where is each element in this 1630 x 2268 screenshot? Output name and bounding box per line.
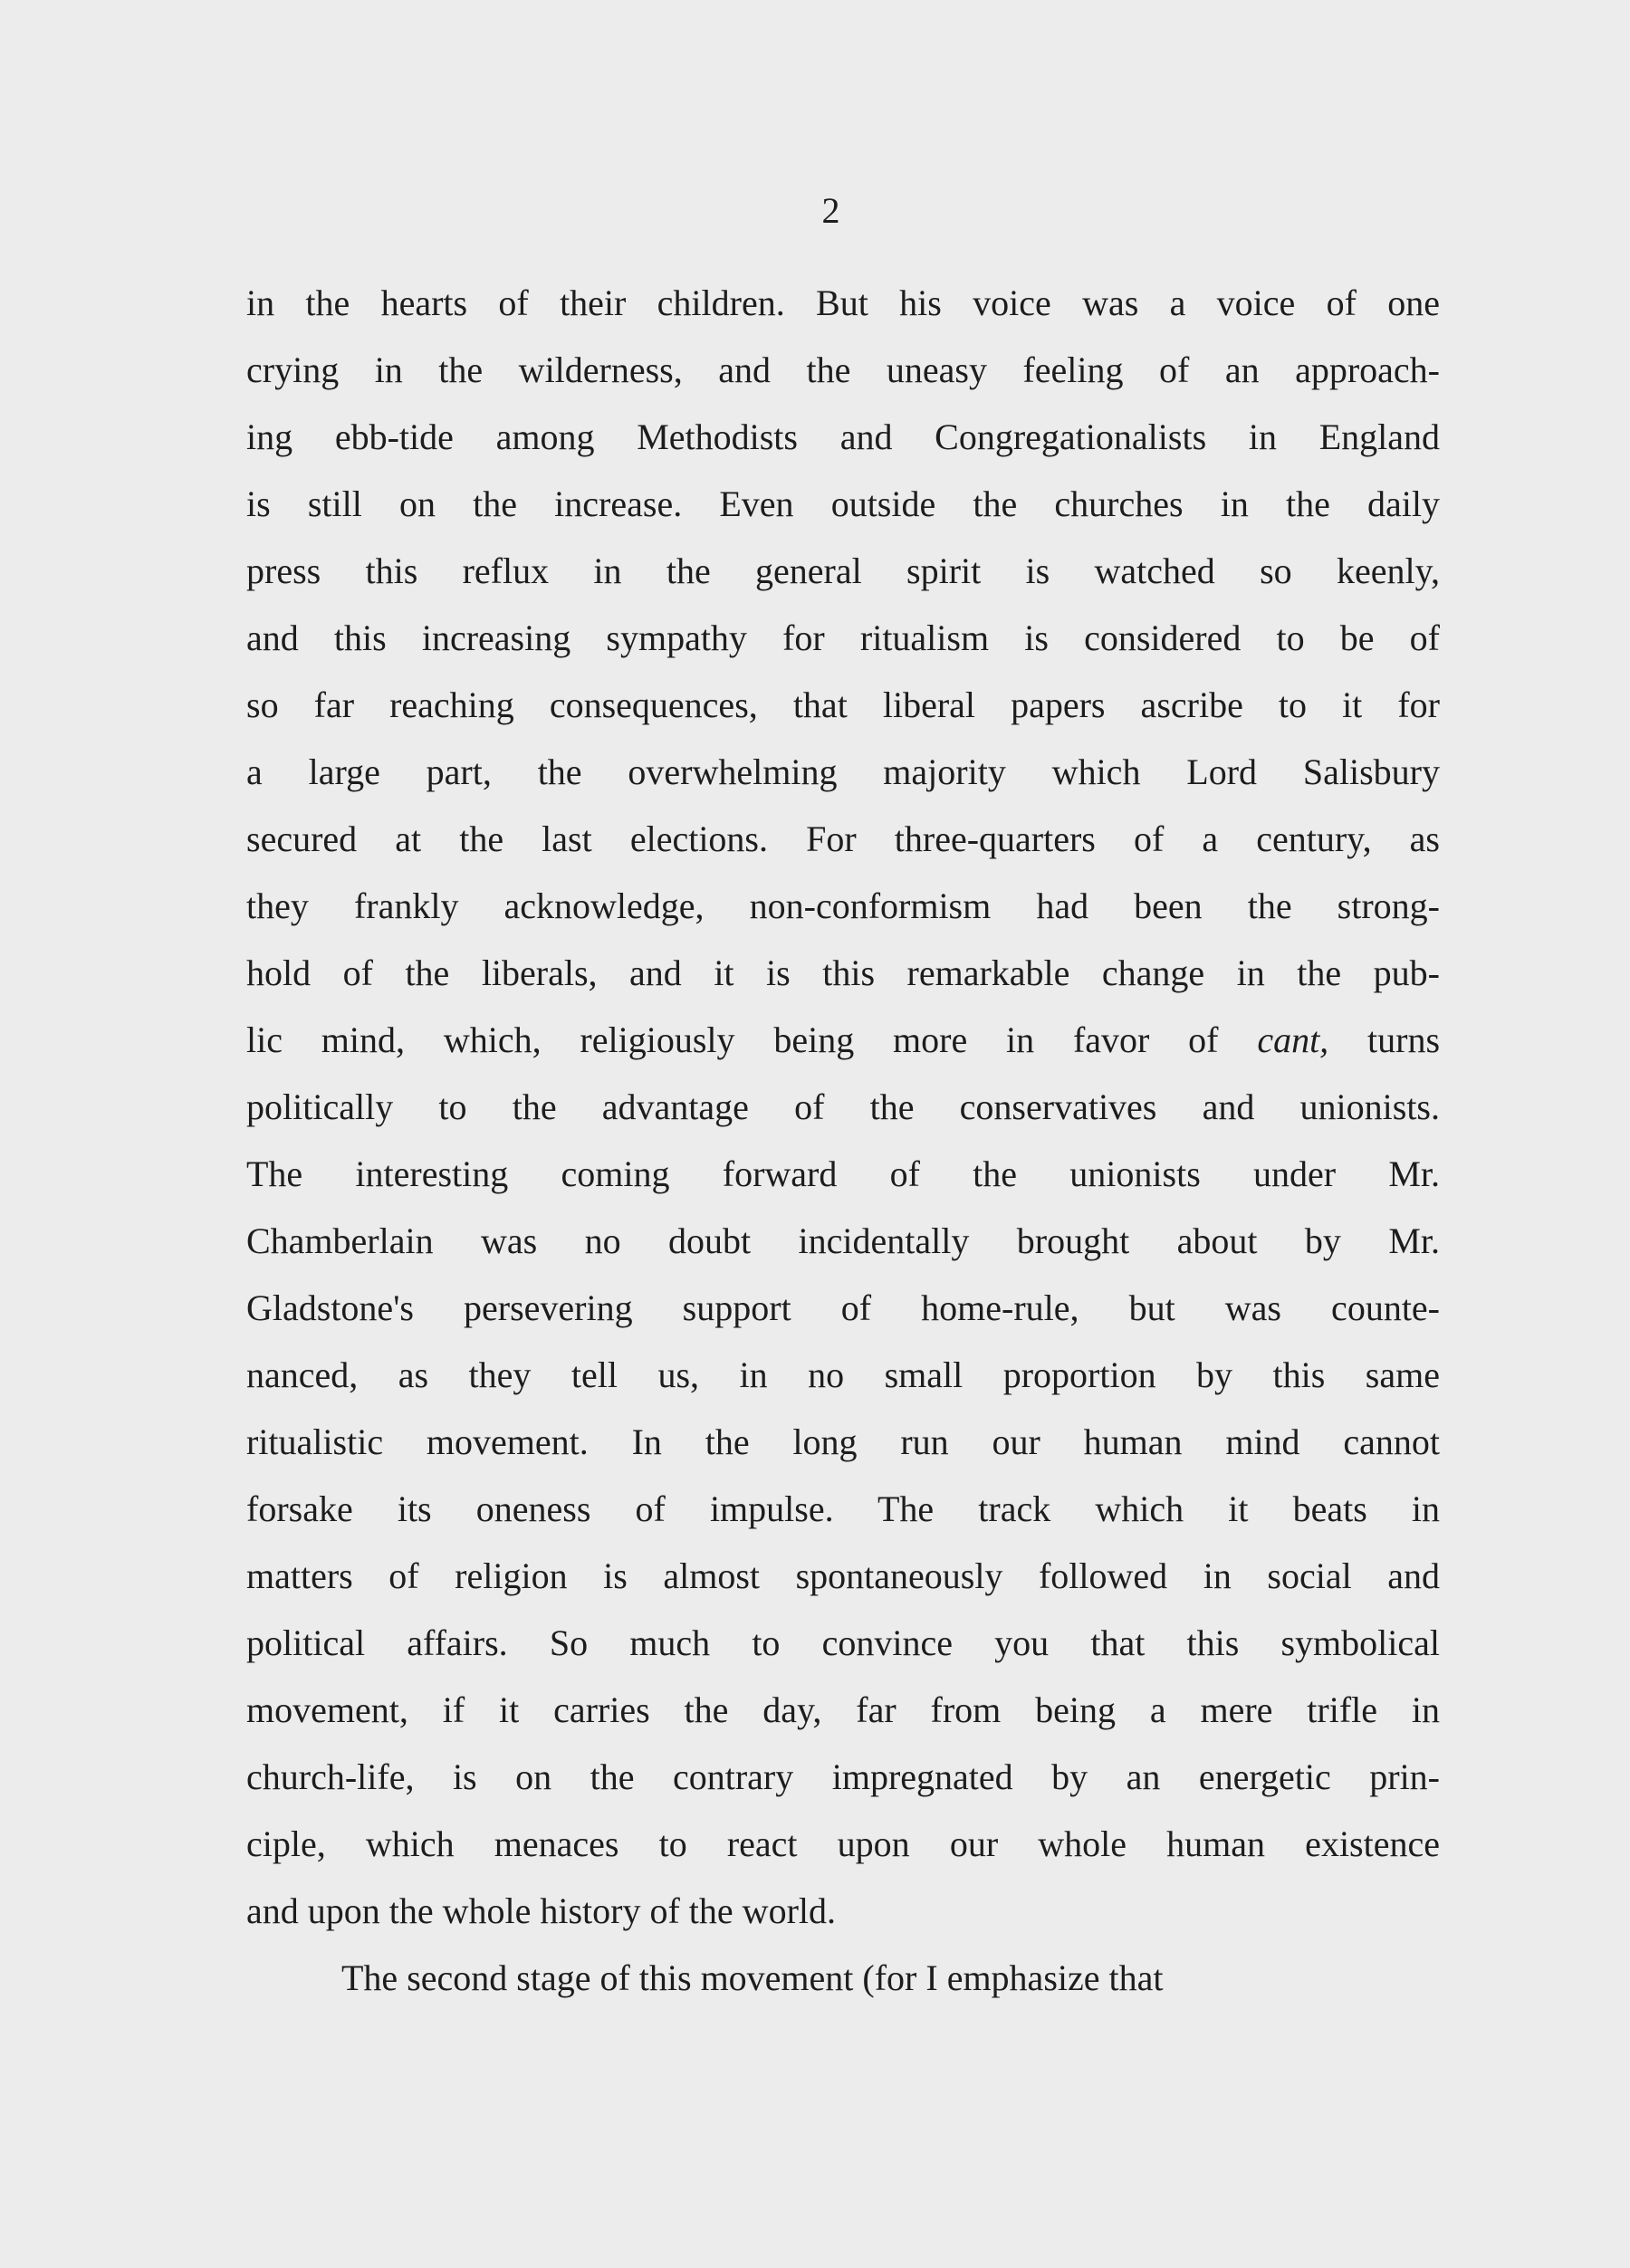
text-line xyxy=(246,745,1440,812)
text-segment: and upon the whole history of the world. xyxy=(246,1890,836,1931)
text-segment: matters of religion is almost spontaneously followed in social and xyxy=(246,1555,1440,1596)
body-text xyxy=(246,276,1440,2018)
page-number: 2 xyxy=(821,190,840,231)
text-segment: hold of the liberals, and it is this remarkable change in the pub- xyxy=(246,952,1440,993)
text-line xyxy=(246,1750,1440,1817)
text-segment: crying in the wilderness, and the uneasy feeling of an approach- xyxy=(246,349,1440,390)
text-line xyxy=(246,879,1440,946)
text-line xyxy=(246,1281,1440,1348)
text-line xyxy=(246,1683,1440,1750)
text-segment: so far reaching consequences, that liberal papers ascribe to it for xyxy=(246,684,1440,725)
text-line xyxy=(246,1884,1440,1951)
text-segment: and this increasing sympathy for ritualism is considered to be of xyxy=(246,617,1440,658)
text-segment: forsake its oneness of impulse. The track which it beats in xyxy=(246,1488,1440,1529)
text-line xyxy=(246,812,1440,879)
text-line xyxy=(246,410,1440,477)
text-segment: movement, if it carries the day, far from being a mere trifle in xyxy=(246,1689,1440,1730)
text-line xyxy=(246,946,1440,1013)
text-line xyxy=(246,1616,1440,1683)
text-segment: politically to the advantage of the conservatives and unionists. xyxy=(246,1086,1440,1127)
text-segment: ciple, which menaces to react upon our whole human existence xyxy=(246,1823,1440,1864)
text-segment: The second stage of this movement (for I emphasize that xyxy=(341,1957,1164,1998)
text-segment: The interesting coming forward of the unionists under Mr. xyxy=(246,1153,1440,1194)
text-segment: political affairs. So much to convince you that this symbolical xyxy=(246,1622,1440,1663)
text-segment: ritualistic movement. In the long run our human mind cannot xyxy=(246,1421,1440,1462)
text-segment: secured at the last elections. For three-quarters of a century, as xyxy=(246,818,1440,859)
text-segment: press this reflux in the general spirit is watched so keenly, xyxy=(246,550,1440,591)
text-line xyxy=(246,477,1440,544)
text-line xyxy=(246,1013,1440,1080)
text-line xyxy=(246,1080,1440,1147)
text-line xyxy=(246,1817,1440,1884)
text-segment: Chamberlain was no doubt incidentally brought about by Mr. xyxy=(246,1220,1440,1261)
text-line xyxy=(246,1214,1440,1281)
text-line xyxy=(246,1951,1440,2018)
text-line xyxy=(246,1147,1440,1214)
text-line xyxy=(246,678,1440,745)
text-segment: nanced, as they tell us, in no small proportion by this same xyxy=(246,1354,1440,1395)
text-line xyxy=(246,1549,1440,1616)
italic-text: cant, xyxy=(1257,1019,1329,1060)
text-segment: in the hearts of their children. But his voice was a voice of one xyxy=(246,282,1440,323)
text-line xyxy=(246,1348,1440,1415)
text-segment: is still on the increase. Even outside the churches in the daily xyxy=(246,483,1440,524)
text-line xyxy=(246,611,1440,678)
text-line xyxy=(246,343,1440,410)
text-segment: they frankly acknowledge, non-conformism had been the strong- xyxy=(246,885,1440,926)
text-line xyxy=(246,544,1440,611)
text-line xyxy=(246,1482,1440,1549)
text-segment: ing ebb-tide among Methodists and Congregationalists in England xyxy=(246,416,1440,457)
text-line xyxy=(246,1415,1440,1482)
text-segment: Gladstone's persevering support of home-rule, but was counte- xyxy=(246,1287,1440,1328)
text-segment: church-life, is on the contrary impregnated by an energetic prin- xyxy=(246,1756,1440,1797)
text-segment: lic mind, which, religiously being more in favor of xyxy=(246,1019,1258,1060)
text-line xyxy=(246,276,1440,343)
text-segment: a large part, the overwhelming majority which Lord Salisbury xyxy=(246,751,1440,792)
text-segment: turns xyxy=(1328,1019,1441,1060)
